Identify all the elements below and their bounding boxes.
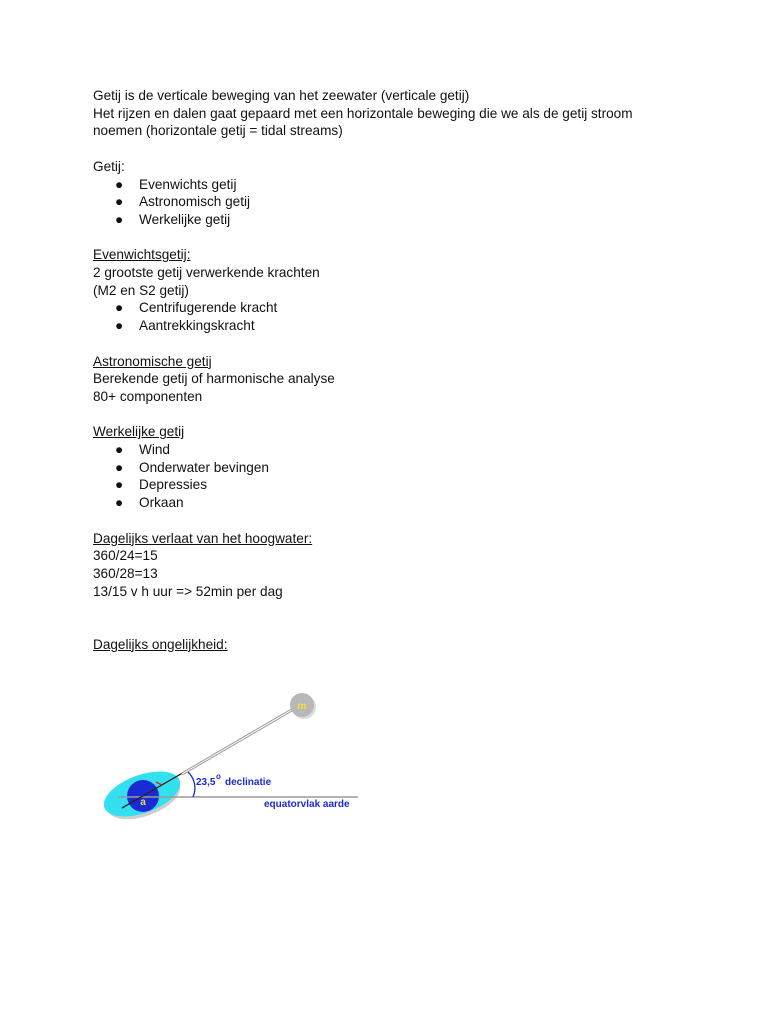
earth-label: a: [140, 797, 146, 808]
list-item: ● Aantrekkingskracht: [115, 318, 255, 334]
bullet-icon: ●: [115, 495, 124, 511]
bullet-icon: ●: [115, 211, 124, 227]
equator-label: equatorvlak aarde: [264, 799, 350, 810]
list-item: ● Centrifugerende kracht: [115, 300, 278, 316]
list-item: ● Orkaan: [115, 495, 184, 511]
bullet-icon: ●: [115, 459, 124, 475]
list-item: ● Evenwichts getij: [115, 176, 237, 192]
list-item: ● Wind: [115, 442, 170, 457]
getij-heading: Getij:: [93, 158, 125, 174]
intro-line-2: Het rijzen en dalen gaat gepaard met een horizontale beweging die we als de getij stroom: [93, 105, 633, 121]
astro-line-1: Berekende getij of harmonische analyse: [93, 371, 335, 387]
werkelijk-list: [93, 441, 693, 512]
ongelijkheid-heading: Dagelijks ongelijkheid:: [93, 636, 228, 652]
angle-arc: [188, 772, 195, 797]
declination-diagram: [100, 688, 370, 828]
bullet-icon: ●: [115, 318, 124, 334]
bullet-icon: ●: [115, 442, 124, 457]
hoogwater-line-2: 360/28=13: [93, 565, 158, 581]
evenwicht-line-1: 2 grootste getij verwerkende krachten: [93, 265, 320, 280]
getij-list: [93, 176, 693, 229]
moon-line-highlight: [182, 704, 302, 774]
bullet-icon: ●: [115, 300, 124, 316]
werkelijk-heading: Werkelijke getij: [93, 424, 185, 440]
degree-mark: o: [216, 772, 221, 781]
list-item: ● Onderwater bevingen: [115, 459, 269, 475]
bullet-icon: ●: [115, 176, 124, 192]
hoogwater-heading: Dagelijks verlaat van het hoogwater:: [93, 530, 313, 546]
intro-line-1: Getij is de verticale beweging van het zeewater (verticale getij): [93, 88, 470, 103]
astro-line-2: 80+ componenten: [93, 388, 203, 404]
hoogwater-line-1: 360/24=15: [93, 548, 158, 564]
declination-label: declinatie: [225, 777, 272, 788]
bullet-icon: ●: [115, 194, 124, 210]
moon-label: m: [297, 701, 307, 712]
evenwicht-line-2: (M2 en S2 getij): [93, 282, 189, 298]
bullet-icon: ●: [115, 477, 124, 493]
angle-label: 23,5: [196, 777, 216, 788]
list-item: ● Werkelijke getij: [115, 211, 231, 227]
hoogwater-line-3: 13/15 v h uur => 52min per dag: [93, 583, 283, 599]
evenwicht-list: [93, 299, 693, 334]
list-item: ● Depressies: [115, 477, 207, 493]
evenwicht-heading: Evenwichtsgetij:: [93, 247, 191, 263]
intro-line-3: noemen (horizontale getij = tidal streams): [93, 123, 343, 139]
list-item: ● Astronomisch getij: [115, 194, 251, 210]
document-body: [93, 87, 693, 653]
astro-heading: Astronomische getij: [93, 353, 212, 369]
